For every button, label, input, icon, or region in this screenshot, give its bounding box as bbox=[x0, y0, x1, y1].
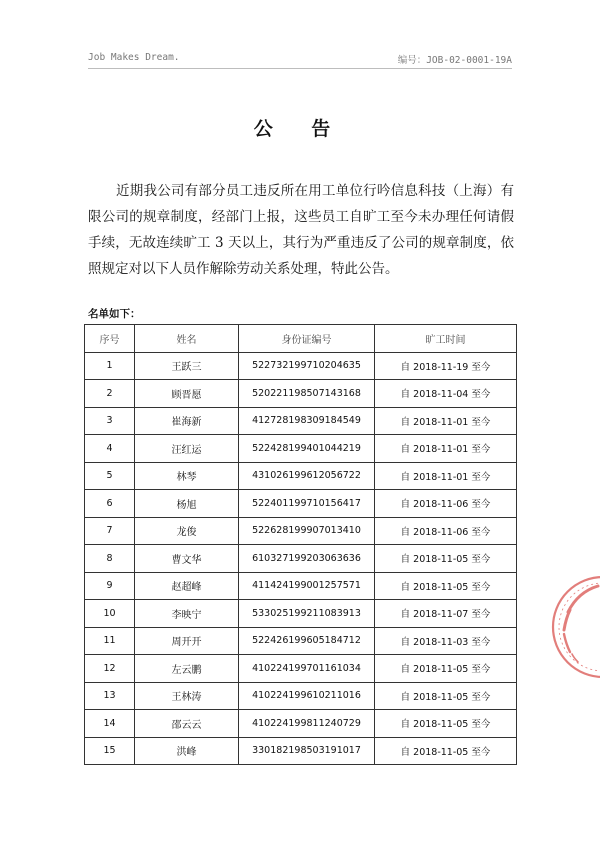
row-id-number: 412728198309184549 bbox=[239, 407, 375, 435]
row-absence-time: 自 2018-11-06 至今 bbox=[375, 490, 517, 518]
row-seq: 12 bbox=[85, 655, 135, 683]
row-seq: 6 bbox=[85, 490, 135, 518]
row-name: 洪峰 bbox=[135, 737, 239, 765]
notice-body: 近期我公司有部分员工违反所在用工单位行吟信息科技（上海）有限公司的规章制度，经部门上报，这些员工自旷工至今未办理任何请假手续，无故连续旷工 3 天以上，其行为严重违反了公司的规章制度，依照规定对以下人员作解除劳动关系处理，特此公告。 bbox=[88, 183, 514, 277]
table-row bbox=[85, 655, 517, 683]
table-row bbox=[85, 352, 517, 380]
row-name: 周开开 bbox=[135, 627, 239, 655]
row-absence-time: 自 2018-11-01 至今 bbox=[375, 407, 517, 435]
dismissal-table bbox=[84, 324, 517, 765]
row-seq: 10 bbox=[85, 600, 135, 628]
row-id-number: 522426199605184712 bbox=[239, 627, 375, 655]
row-absence-time: 自 2018-11-03 至今 bbox=[375, 627, 517, 655]
document-number: 编号：JOB-02-0001-19A bbox=[397, 55, 512, 66]
row-id-number: 520221198507143168 bbox=[239, 380, 375, 408]
table-row bbox=[85, 682, 517, 710]
row-absence-time: 自 2018-11-04 至今 bbox=[375, 380, 517, 408]
row-id-number: 330182198503191017 bbox=[239, 737, 375, 765]
row-absence-time: 自 2018-11-19 至今 bbox=[375, 352, 517, 380]
row-absence-time: 自 2018-11-05 至今 bbox=[375, 737, 517, 765]
row-absence-time: 自 2018-11-05 至今 bbox=[375, 572, 517, 600]
row-name: 崔海新 bbox=[135, 407, 239, 435]
row-id-number: 522428199401044219 bbox=[239, 435, 375, 463]
row-absence-time: 自 2018-11-06 至今 bbox=[375, 517, 517, 545]
row-id-number: 411424199001257571 bbox=[239, 572, 375, 600]
row-seq: 4 bbox=[85, 435, 135, 463]
table-body bbox=[85, 352, 517, 765]
row-seq: 15 bbox=[85, 737, 135, 765]
table-row bbox=[85, 737, 517, 765]
notice-title: 公 告 bbox=[253, 118, 347, 140]
header-absence-time: 旷工时间 bbox=[375, 325, 517, 353]
company-seal bbox=[548, 572, 600, 682]
row-id-number: 410224199701161034 bbox=[239, 655, 375, 683]
row-id-number: 522628199907013410 bbox=[239, 517, 375, 545]
row-name: 左云鹏 bbox=[135, 655, 239, 683]
table-row bbox=[85, 627, 517, 655]
page-header bbox=[88, 50, 512, 69]
row-name: 汪红运 bbox=[135, 435, 239, 463]
row-name: 龙俊 bbox=[135, 517, 239, 545]
row-absence-time: 自 2018-11-05 至今 bbox=[375, 710, 517, 738]
table-row bbox=[85, 462, 517, 490]
row-seq: 14 bbox=[85, 710, 135, 738]
table-row bbox=[85, 435, 517, 463]
table-row bbox=[85, 545, 517, 573]
row-absence-time: 自 2018-11-05 至今 bbox=[375, 545, 517, 573]
table-row bbox=[85, 407, 517, 435]
header-seq: 序号 bbox=[85, 325, 135, 353]
row-seq: 7 bbox=[85, 517, 135, 545]
row-name: 赵超峰 bbox=[135, 572, 239, 600]
row-seq: 11 bbox=[85, 627, 135, 655]
row-id-number: 410224199811240729 bbox=[239, 710, 375, 738]
table-row bbox=[85, 600, 517, 628]
row-seq: 3 bbox=[85, 407, 135, 435]
row-id-number: 610327199203063636 bbox=[239, 545, 375, 573]
row-absence-time: 自 2018-11-01 至今 bbox=[375, 462, 517, 490]
header-name: 姓名 bbox=[135, 325, 239, 353]
row-name: 邵云云 bbox=[135, 710, 239, 738]
row-absence-time: 自 2018-11-05 至今 bbox=[375, 682, 517, 710]
row-name: 王跃三 bbox=[135, 352, 239, 380]
row-seq: 8 bbox=[85, 545, 135, 573]
table-row bbox=[85, 517, 517, 545]
row-name: 杨旭 bbox=[135, 490, 239, 518]
table-row bbox=[85, 572, 517, 600]
list-heading: 名单如下： bbox=[88, 308, 141, 320]
table-row bbox=[85, 490, 517, 518]
row-id-number: 533025199211083913 bbox=[239, 600, 375, 628]
row-seq: 2 bbox=[85, 380, 135, 408]
row-seq: 13 bbox=[85, 682, 135, 710]
header-slogan: Job Makes Dream. bbox=[88, 52, 180, 63]
table-header-row bbox=[85, 325, 517, 353]
table-row bbox=[85, 380, 517, 408]
row-seq: 9 bbox=[85, 572, 135, 600]
row-absence-time: 自 2018-11-07 至今 bbox=[375, 600, 517, 628]
row-seq: 1 bbox=[85, 352, 135, 380]
row-seq: 5 bbox=[85, 462, 135, 490]
row-absence-time: 自 2018-11-05 至今 bbox=[375, 655, 517, 683]
header-id-number: 身份证编号 bbox=[239, 325, 375, 353]
row-name: 顾晋愿 bbox=[135, 380, 239, 408]
row-name: 曹文华 bbox=[135, 545, 239, 573]
row-id-number: 410224199610211016 bbox=[239, 682, 375, 710]
row-name: 李映宁 bbox=[135, 600, 239, 628]
row-name: 林琴 bbox=[135, 462, 239, 490]
row-name: 王林涛 bbox=[135, 682, 239, 710]
row-id-number: 522732199710204635 bbox=[239, 352, 375, 380]
row-absence-time: 自 2018-11-01 至今 bbox=[375, 435, 517, 463]
row-id-number: 431026199612056722 bbox=[239, 462, 375, 490]
row-id-number: 522401199710156417 bbox=[239, 490, 375, 518]
table-row bbox=[85, 710, 517, 738]
